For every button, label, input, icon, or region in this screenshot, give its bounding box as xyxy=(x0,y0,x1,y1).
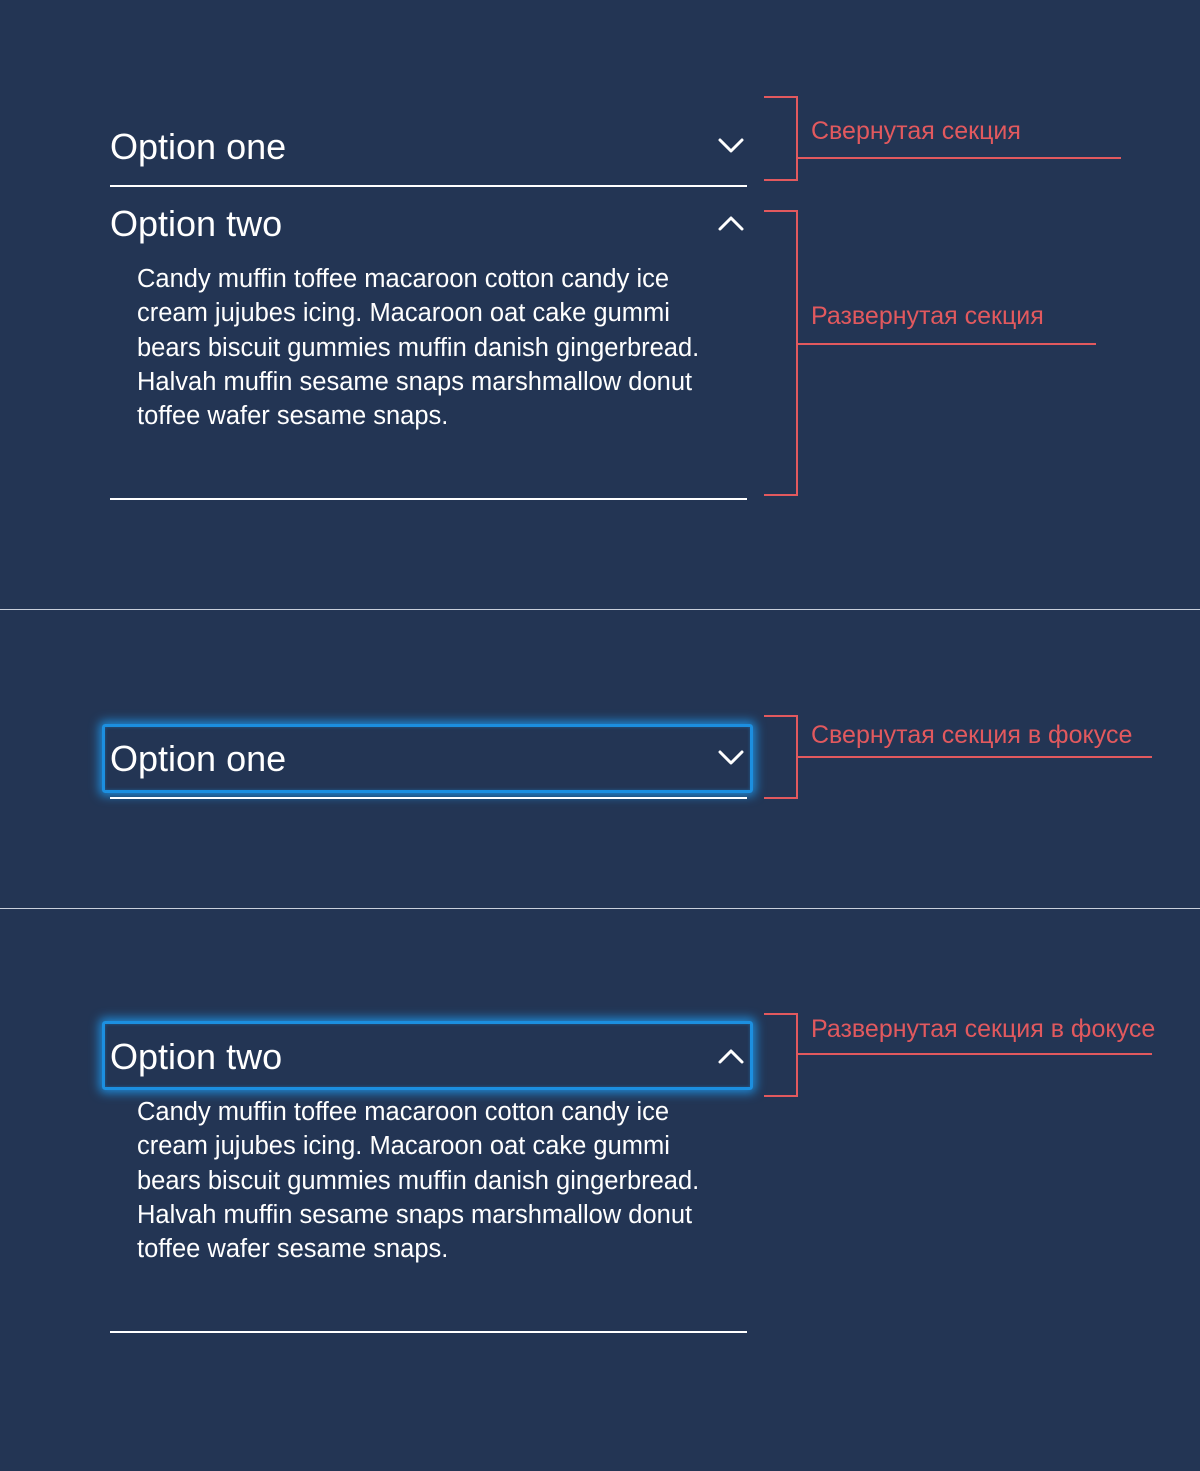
annotation-bracket xyxy=(764,1013,798,1097)
accordion-divider xyxy=(110,185,747,187)
chevron-up-icon[interactable] xyxy=(716,1041,746,1071)
annotation-leader-line xyxy=(798,343,1096,345)
annotation-label-expanded: Развернутая секция xyxy=(811,302,1044,330)
section-divider xyxy=(0,609,1200,610)
annotation-label-collapsed: Свернутая секция xyxy=(811,117,1021,145)
accordion-title: Option two xyxy=(110,1036,283,1077)
accordion-title: Option two xyxy=(110,203,283,244)
annotation-label-expanded-focused: Развернутая секция в фокусе xyxy=(811,1015,1156,1043)
annotation-leader-line xyxy=(798,756,1152,758)
accordion-title: Option one xyxy=(110,738,287,779)
annotation-leader-line xyxy=(798,157,1121,159)
annotation-leader-line xyxy=(798,1053,1152,1055)
accordion-divider xyxy=(110,1331,747,1333)
accordion-panel-text: Candy muffin toffee macaroon cotton candy ice cream jujubes icing. Macaroon oat cake gummi bears biscuit gummies muffin danish gingerbread. Halvah muffin sesame snaps marshmallow donut toffee wafer sesame snaps. xyxy=(137,265,700,431)
annotation-bracket xyxy=(764,96,798,181)
accordion-panel-text: Candy muffin toffee macaroon cotton candy ice cream jujubes icing. Macaroon oat cake gummi bears biscuit gummies muffin danish gingerbread. Halvah muffin sesame snaps marshmallow donut toffee wafer sesame snaps. xyxy=(137,1098,700,1264)
accordion-divider xyxy=(110,498,747,500)
chevron-down-icon[interactable] xyxy=(716,131,746,161)
chevron-down-icon[interactable] xyxy=(716,743,746,773)
accordion-divider xyxy=(110,797,747,799)
chevron-up-icon[interactable] xyxy=(716,208,746,238)
annotation-bracket xyxy=(764,210,798,496)
annotation-bracket xyxy=(764,715,798,799)
annotation-label-collapsed-focused: Свернутая секция в фокусе xyxy=(811,721,1133,749)
accordion-title: Option one xyxy=(110,126,287,167)
section-divider xyxy=(0,908,1200,909)
